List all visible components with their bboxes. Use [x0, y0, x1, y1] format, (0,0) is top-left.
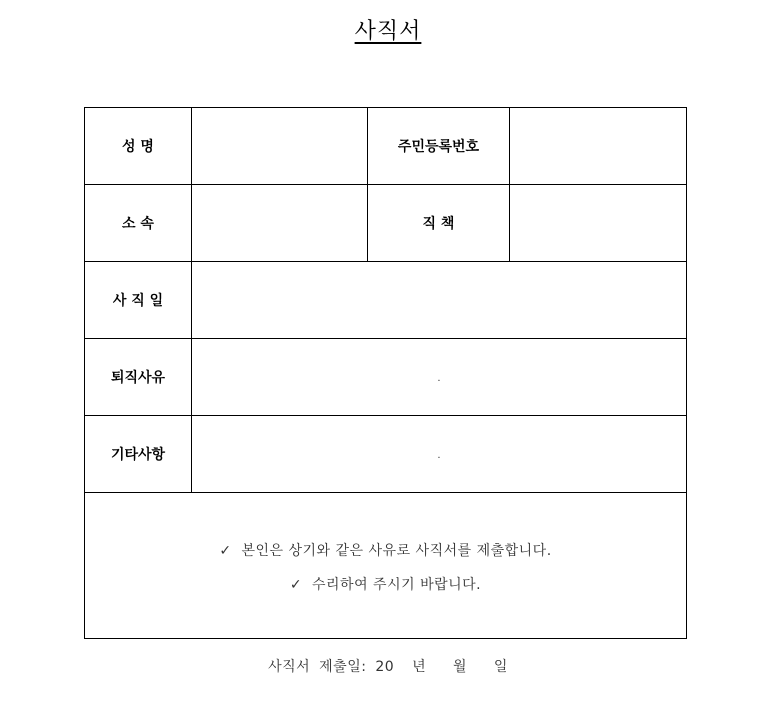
resignation-form-table: [84, 107, 687, 639]
resident-id-label: 주민등록번호: [397, 139, 480, 155]
resident-id-value-cell[interactable]: [510, 108, 687, 185]
position-label-cell: [368, 185, 510, 262]
department-label: 소 속: [122, 216, 154, 232]
department-value-cell[interactable]: [192, 185, 368, 262]
reason-label: 퇴직사유: [110, 370, 166, 386]
other-value: .: [437, 450, 441, 461]
notice-cell: [85, 493, 687, 639]
name-value-cell[interactable]: [192, 108, 368, 185]
row-resignation-date: [85, 262, 687, 339]
row-name: [85, 108, 687, 185]
row-notice: [85, 493, 687, 639]
name-label: 성 명: [122, 139, 154, 155]
reason-label-cell: [85, 339, 192, 416]
department-label-cell: [85, 185, 192, 262]
notice-line-1: ✓ 본인은 상기와 같은 사유로 사직서를 제출합니다.: [219, 542, 552, 559]
resignation-date-label: 사 직 일: [112, 293, 164, 309]
resignation-date-label-cell: [85, 262, 192, 339]
reason-value: .: [437, 373, 441, 384]
position-value-cell[interactable]: [510, 185, 687, 262]
other-label-cell: [85, 416, 192, 493]
row-department: [85, 185, 687, 262]
notice-line-2: ✓ 수리하여 주시기 바랍니다.: [289, 576, 482, 593]
row-other: [85, 416, 687, 493]
name-label-cell: [85, 108, 192, 185]
submission-date-line: 사직서 제출일: 20 년 월 일: [268, 659, 508, 675]
document-title: 사직서: [354, 19, 422, 44]
position-label: 직 책: [422, 216, 455, 232]
other-label: 기타사항: [110, 447, 166, 463]
resignation-date-value-cell[interactable]: [192, 262, 687, 339]
reason-value-cell[interactable]: [192, 339, 687, 416]
other-value-cell[interactable]: [192, 416, 687, 493]
row-reason: [85, 339, 687, 416]
resident-id-label-cell: [368, 108, 510, 185]
